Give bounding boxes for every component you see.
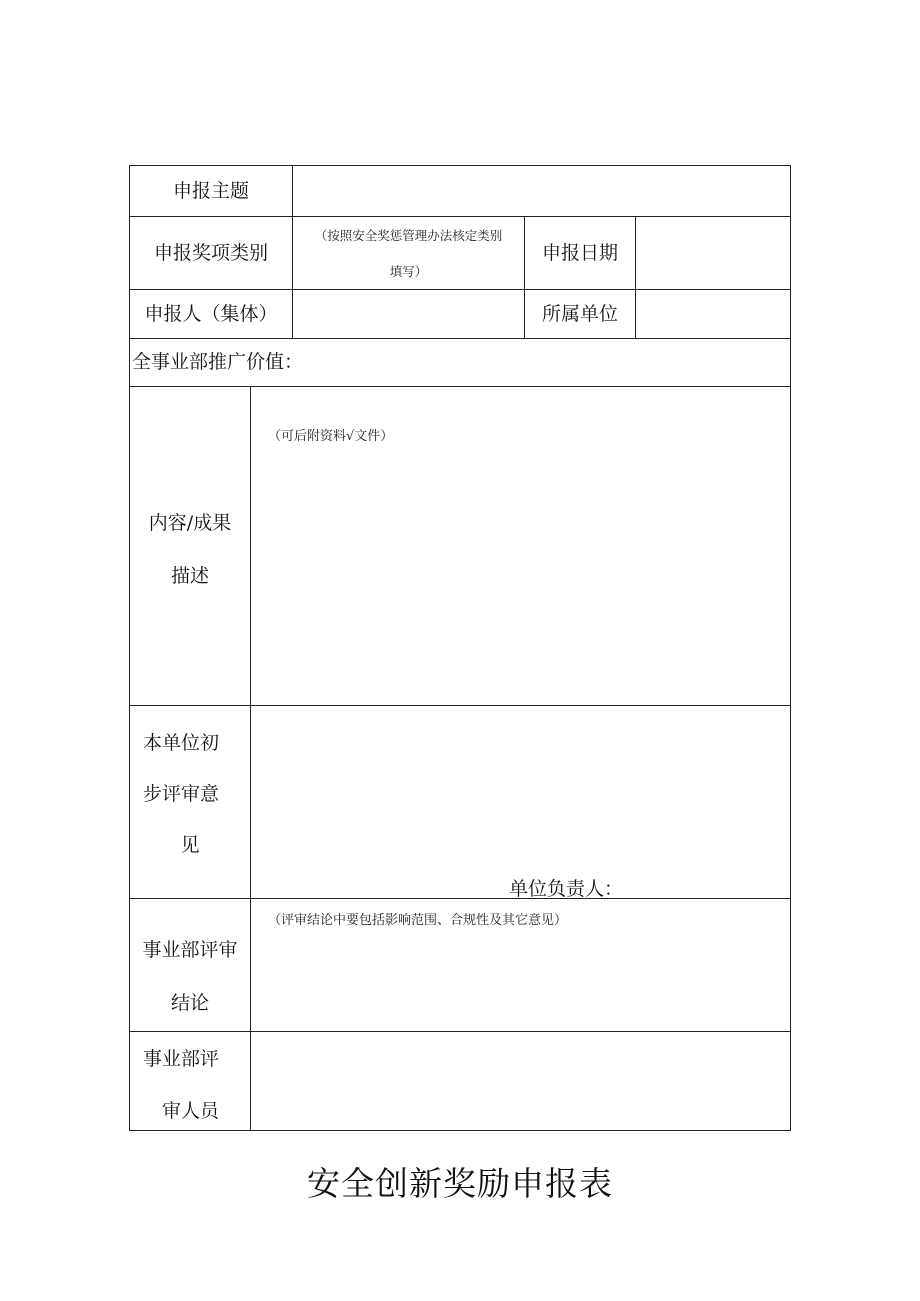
reviewers-label-line1: 事业部评 (143, 1048, 220, 1070)
conclusion-field[interactable] (251, 899, 790, 1031)
category-label: 申报奖项类别 (153, 242, 268, 264)
prelim-label-line2: 步评审意 (143, 783, 220, 805)
unit-field[interactable] (636, 290, 790, 338)
prelim-label-line3: 见 (180, 834, 200, 856)
applicant-label: 申报人（集体） (144, 303, 278, 325)
unit-head-label: 单位负责人： (509, 878, 624, 900)
applicant-field[interactable] (293, 290, 524, 338)
content-field[interactable] (251, 387, 790, 705)
prelim-review-label (130, 706, 250, 898)
conclusion-label-line1: 事业部评审 (142, 939, 238, 961)
reviewers-field[interactable] (251, 1032, 790, 1130)
promo-value-label: 全事业部推广价值： (132, 351, 304, 373)
conclusion-hint: （评审结论中要包括影响范围、合规性及其它意见） (268, 913, 568, 928)
content-hint: （可后附资料√文件） (268, 429, 394, 444)
category-field[interactable] (293, 217, 524, 289)
subject-field[interactable] (293, 166, 790, 216)
content-label (130, 387, 250, 705)
form-title: 安全创新奖励申报表 (307, 1164, 613, 1203)
conclusion-label-line2: 结论 (170, 992, 209, 1014)
prelim-review-field[interactable] (251, 706, 790, 898)
category-hint-line1: （按照安全奖惩管理办法核定类别 (314, 228, 503, 243)
reviewers-label (130, 1032, 250, 1130)
subject-label: 申报主题 (172, 180, 249, 202)
category-hint-line2: 填写） (389, 264, 428, 279)
table-border-right (790, 165, 791, 1131)
prelim-label-line1: 本单位初 (143, 732, 220, 754)
date-field[interactable] (636, 217, 790, 289)
unit-label: 所属单位 (541, 303, 618, 325)
content-label-line1: 内容/成果 (148, 512, 232, 534)
content-label-line2: 描述 (170, 565, 209, 587)
reviewers-label-line2: 审人员 (162, 1100, 220, 1122)
conclusion-label (130, 899, 250, 1031)
table-border-bottom (129, 1130, 791, 1131)
date-label: 申报日期 (541, 242, 618, 264)
promo-value-field[interactable] (130, 339, 790, 386)
